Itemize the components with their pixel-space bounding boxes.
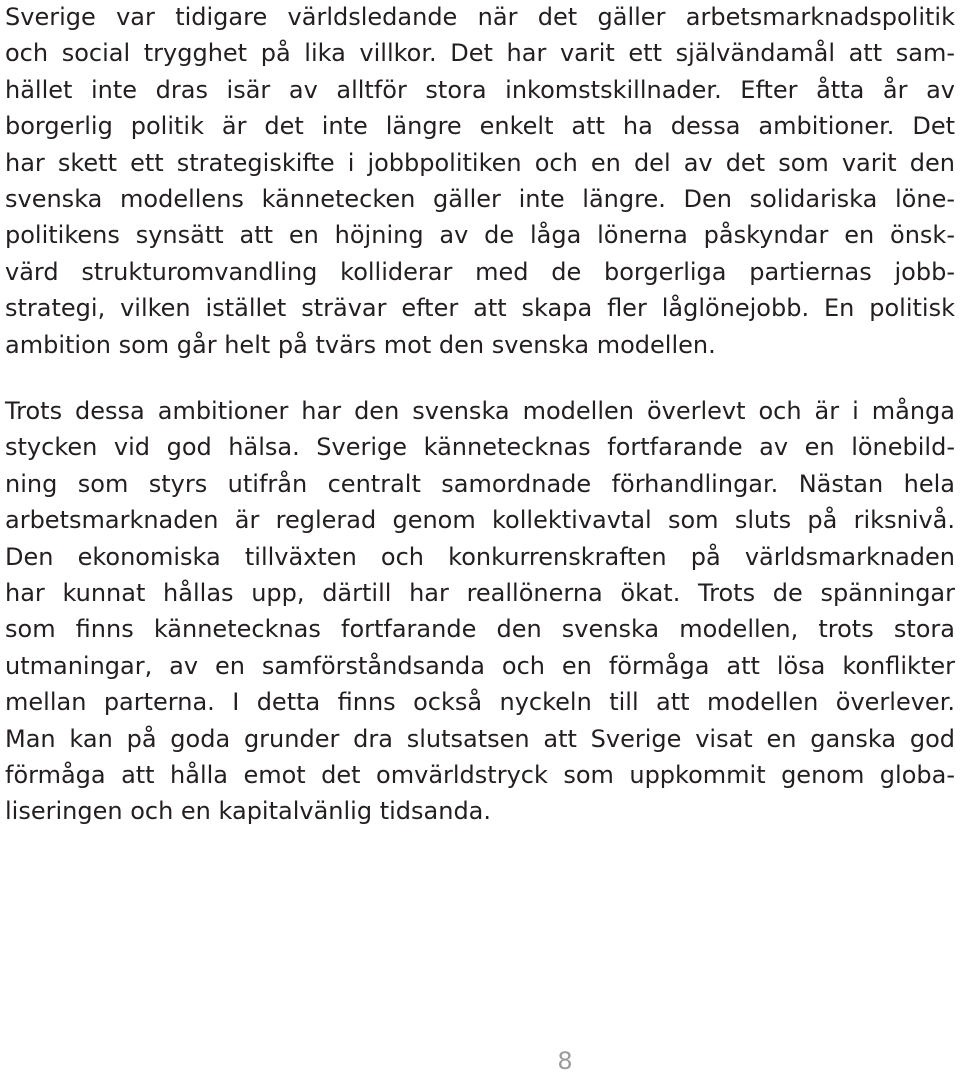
text-line: och social trygghet på lika villkor. Det har varit ett självändamål att sam-: [5, 39, 955, 67]
text-line: har skett ett strategiskifte i jobbpolitiken och en del av det som varit den: [5, 149, 955, 177]
text-line: Man kan på goda grunder dra slutsatsen att Sverige visat en ganska god: [5, 725, 955, 753]
text-line: strategi, vilken istället strävar efter att skapa fler låglönejobb. En politisk: [5, 294, 955, 322]
text-line: Sverige var tidigare världsledande när det gäller arbetsmarknadspolitik: [5, 3, 955, 31]
text-line: svenska modellens kännetecken gäller inte längre. Den solidariska löne-: [5, 185, 955, 213]
text-line: som finns kännetecknas fortfarande den svenska modellen, trots stora: [5, 615, 955, 643]
text-line: ambition som går helt på tvärs mot den svenska modellen.: [5, 331, 716, 359]
text-line: mellan parterna. I detta finns också nyckeln till att modellen överlever.: [5, 688, 955, 716]
text-line: värd strukturomvandling kolliderar med de borgerliga partiernas jobb-: [5, 258, 955, 286]
text-line: politikens synsätt att en höjning av de låga lönerna påskyndar en önsk-: [5, 221, 955, 249]
text-line: Trots dessa ambitioner har den svenska modellen överlevt och är i många: [5, 397, 955, 425]
text-line: utmaningar, av en samförståndsanda och en förmåga att lösa konflikter: [5, 652, 955, 680]
text-line: hället inte dras isär av alltför stora inkomstskillnader. Efter åtta år av: [5, 76, 955, 104]
text-line: stycken vid god hälsa. Sverige kännetecknas fortfarande av en lönebild-: [5, 433, 955, 461]
page-number: 8: [557, 1047, 573, 1075]
text-line: förmåga att hålla emot det omvärldstryck som uppkommit genom globa-: [5, 761, 955, 789]
text-line: har kunnat hållas upp, därtill har reallönerna ökat. Trots de spänningar: [5, 579, 955, 607]
text-line: Den ekonomiska tillväxten och konkurrenskraften på världsmarknaden: [5, 543, 955, 571]
text-line: borgerlig politik är det inte längre enkelt att ha dessa ambitioner. Det: [5, 112, 955, 140]
text-line: ning som styrs utifrån centralt samordnade förhandlingar. Nästan hela: [5, 470, 955, 498]
text-line: liseringen och en kapitalvänlig tidsanda.: [5, 797, 492, 825]
text-line: arbetsmarknaden är reglerad genom kollektivavtal som sluts på riksnivå.: [5, 506, 955, 534]
